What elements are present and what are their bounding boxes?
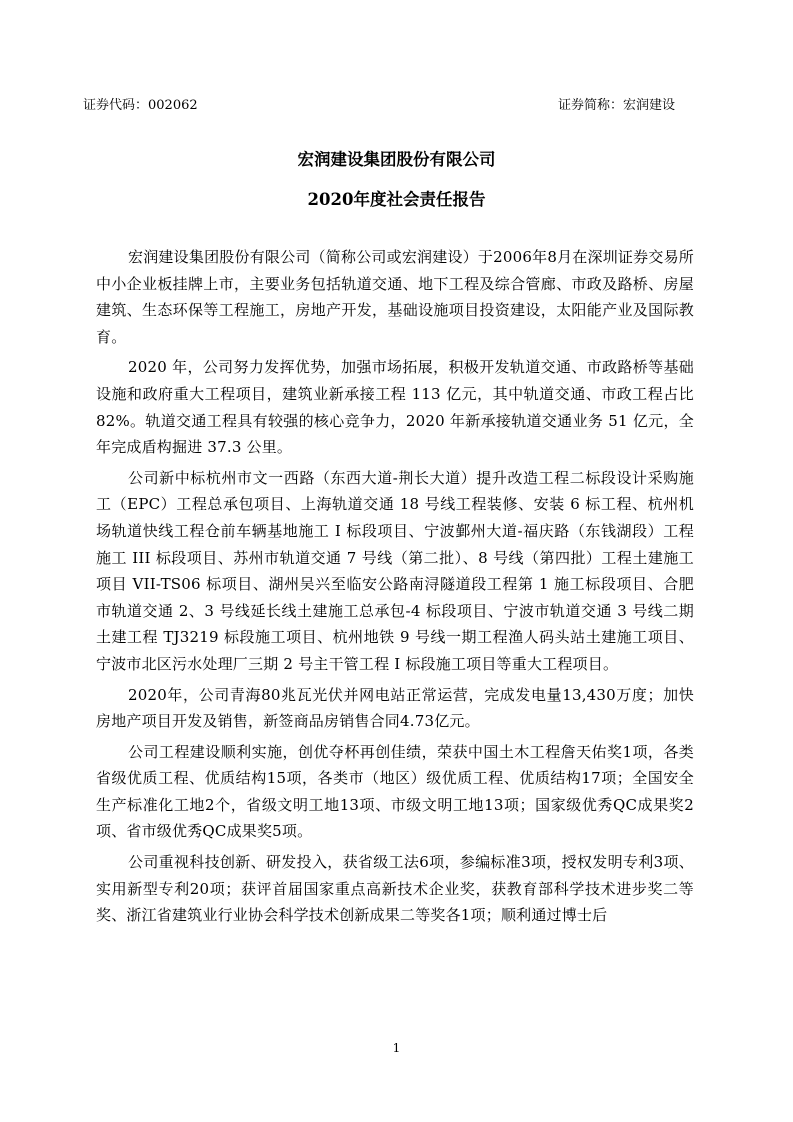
company-title: 宏润建设集团股份有限公司 xyxy=(297,150,496,169)
paragraph-innovation: 公司重视科技创新、研发投入，获省级工法6项，参编标准3项，授权发明专利3项、实用新型专利20项；获评首届国家重点高新技术企业奖，获教育部科学技术进步奖二等奖、浙江省建筑业行业协会科学技术创新成果二等奖各1项；顺利通过博士后 xyxy=(96,853,694,925)
page-number: 1 xyxy=(392,1041,401,1055)
report-body xyxy=(96,244,694,933)
paragraph-new-projects: 公司新中标杭州市文一西路（东西大道-荆长大道）提升改造工程二标段设计采购施工（EPC）工程总承包项目、上海轨道交通 18 号线工程装修、安装 6 标工程、杭州机场轨道快线工程仓前车辆基地施工 I 标段项目、宁波鄞州大道-福庆路（东钱湖段）工程施工 III 标段项目、苏州市轨道交通 7 号线（第二批）、8 号线（第四批）工程土建施工项目 VII-TS06 标项目、湖州吴兴至临安公路南浔隧道段工程第 1 施工标段项目、合肥市轨道交通 2、3 号线延长线土建施工总承包-4 标段项目、宁波市轨道交通 3 号线二期土建工程 TJ3219 标段施工项目、杭州地铁 9 号线一期工程渔人码头站土建施工项目、宁波市北区污水处理厂三期 2 号主干管工程 I 标段施工项目等重大工程项目。 xyxy=(96,468,694,673)
paragraph-solar-realestate: 2020年，公司青海80兆瓦光伏并网电站正常运营，完成发电量13,430万度；加快房地产项目开发及销售，新签商品房销售合同4.73亿元。 xyxy=(96,685,694,731)
stock-code: 证券代码：002062 xyxy=(83,98,198,113)
stock-name: 证券简称：宏润建设 xyxy=(557,98,675,113)
paragraph-awards: 公司工程建设顺利实施，创优夺杯再创佳绩，荣获中国土木工程詹天佑奖1项，各类省级优质工程、优质结构15项，各类市（地区）级优质工程、优质结构17项；全国安全生产标准化工地2个，省级文明工地13项、市级文明工地13项；国家级优秀QC成果奖2项、省市级优秀QC成果奖5项。 xyxy=(96,742,694,841)
paragraph-market-expansion: 2020 年，公司努力发挥优势，加强市场拓展，积极开发轨道交通、市政路桥等基础设施和政府重大工程项目，建筑业新承接工程 113 亿元，其中轨道交通、市政工程占比 82%。轨道交通工程具有较强的核心竞争力，2020 年新承接轨道交通业务 51 亿元，全年完成盾构掘进 37.3 公里。 xyxy=(96,358,694,457)
report-title: 2020年度社会责任报告 xyxy=(307,190,486,209)
paragraph-company-intro: 宏润建设集团股份有限公司（简称公司或宏润建设）于2006年8月在深圳证券交易所中小企业板挂牌上市，主要业务包括轨道交通、地下工程及综合管廊、市政及路桥、房屋建筑、生态环保等工程施工，房地产开发，基础设施项目投资建设，太阳能产业及国际教育。 xyxy=(96,248,694,346)
